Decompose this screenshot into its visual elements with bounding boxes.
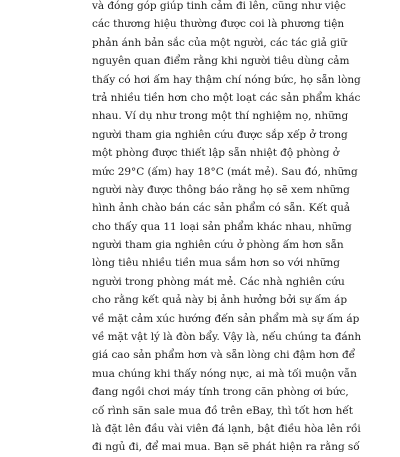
text-line: trả nhiều tiền hơn cho một loạt các sản phẩm khác xyxy=(92,91,361,104)
text-line: người tham gia nghiên cứu ở phòng ấm hơn sẵn xyxy=(92,239,344,252)
text-line: cho rằng kết quả này bị ảnh hưởng bởi sự ấm áp xyxy=(92,294,348,307)
text-line: đang ngồi chơi máy tính trong căn phòng ơi bức, xyxy=(92,386,349,399)
text-line: cố rình săn sale mua đồ trên eBay, thì tốt hơn hết xyxy=(92,404,353,417)
text-line: thấy có hơi ấm hay thậm chí nóng bức, họ sẵn lòng xyxy=(92,73,361,86)
text-line: người tham gia nghiên cứu được sắp xếp ở trong xyxy=(92,128,348,141)
text-line: hình ảnh chào bán các sản phẩm có sẵn. Kết quả xyxy=(92,202,351,215)
text-line: và đóng góp giúp tinh cảm đi lên, cũng như việc xyxy=(92,0,346,12)
text-line: cho thấy qua 11 loại sản phẩm khác nhau, những xyxy=(92,220,352,233)
text-line: về mặt cảm xúc hướng đến sản phẩm mà sự ấm áp xyxy=(92,312,360,325)
text-line: một phòng được thiết lập sẵn nhiệt độ phòng ở xyxy=(92,147,340,160)
text-line: người này được thông báo rằng họ sẽ xem những xyxy=(92,183,350,196)
text-line: lòng tiêu nhiều tiền mua sắm hơn so với những xyxy=(92,257,340,270)
text-line: đi ngủ đi, để mai mua. Bạn sẽ phát hiện ra rằng số xyxy=(92,441,360,454)
text-line: nguyên quan điểm rằng khi người tiêu dùng cảm xyxy=(92,55,350,68)
text-line: nhau. Ví dụ như trong một thí nghiệm nọ, những xyxy=(92,110,349,123)
text-line: mua chúng khi thấy nóng nực, ai mà tối muộn vẫn xyxy=(92,367,357,380)
body-paragraph xyxy=(92,0,362,457)
text-line: các thương hiệu thường được coi là phương tiện xyxy=(92,18,345,31)
text-line: người trong phòng mát mẻ. Các nhà nghiên cứu xyxy=(92,275,345,288)
text-line: mức 29°C (ấm) hay 18°C (mát mẻ). Sau đó, những xyxy=(92,165,358,178)
text-line: phản ánh bản sắc của một người, các tác giả giữ xyxy=(92,36,347,49)
text-line: là đặt lên đầu vài viên đá lạnh, bật điều hòa lên rồi xyxy=(92,422,361,435)
text-line: giá cao sản phẩm hơn và sẵn lòng chi đậm hơn để xyxy=(92,349,356,362)
text-line: về mặt vật lý là đòn bẩy. Vậy là, nếu chúng ta đánh xyxy=(92,331,362,344)
